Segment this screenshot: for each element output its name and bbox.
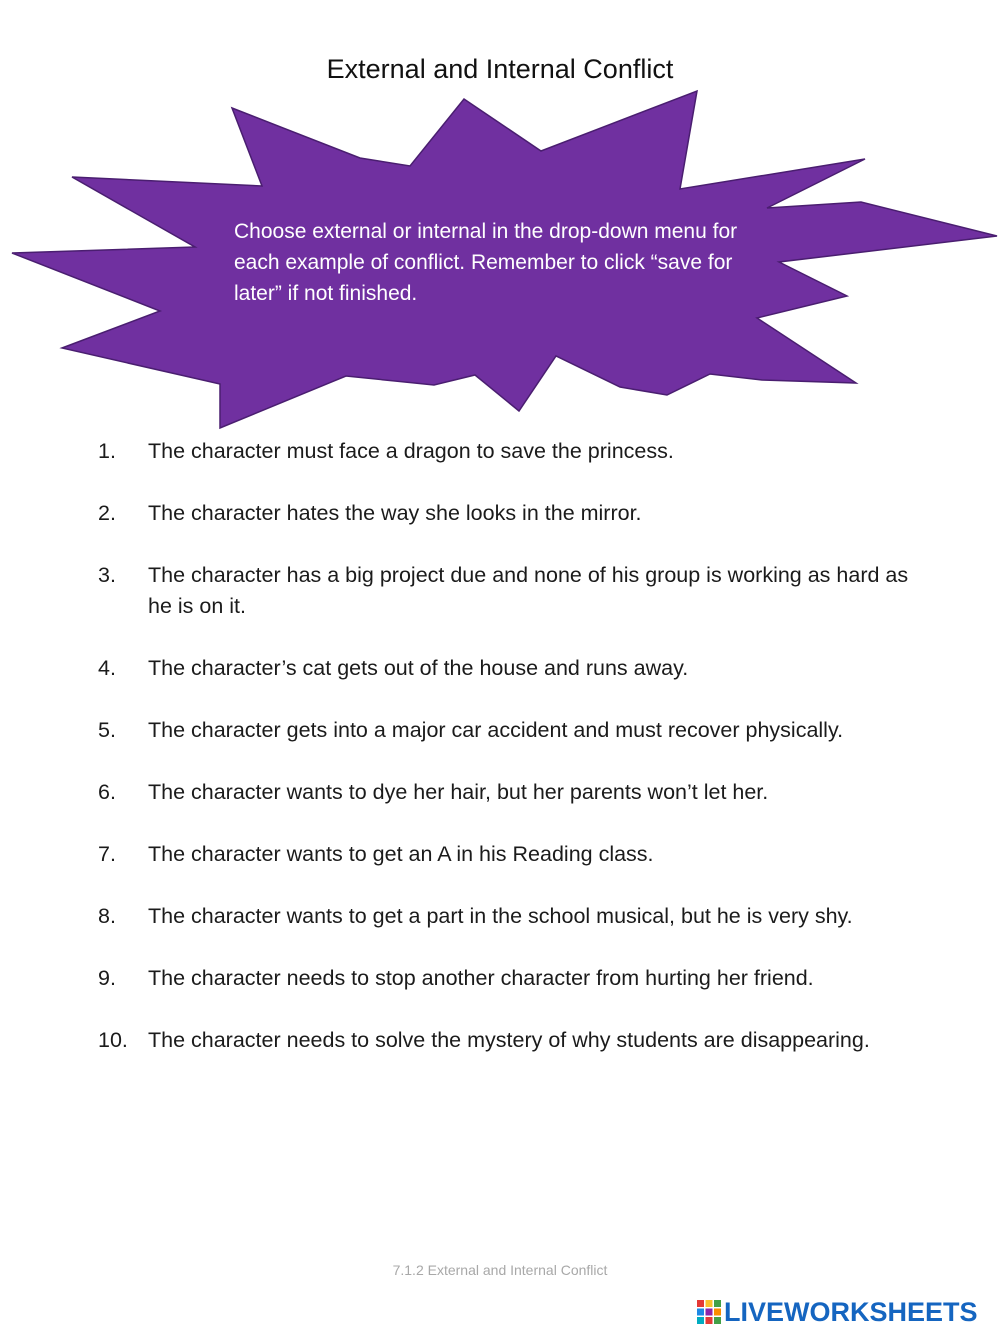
instructions-text: Choose external or internal in the drop-down menu for each example of conflict. Remember to click “save for later” if not finished. <box>234 220 738 305</box>
item-number: 4. <box>98 656 116 680</box>
item-number: 6. <box>98 780 116 804</box>
liveworksheets-logo-icon <box>696 1299 722 1325</box>
item-text: The character wants to get a part in the school musical, but he is very shy. <box>148 904 853 928</box>
item-number: 10. <box>98 1028 128 1052</box>
page-footer: 7.1.2 External and Internal Conflict <box>392 1262 608 1278</box>
item-number: 9. <box>98 966 116 990</box>
list-item <box>98 653 918 684</box>
list-item <box>98 715 918 746</box>
item-text: The character needs to solve the mystery of why students are disappearing. <box>148 1028 870 1052</box>
item-text: The character has a big project due and none of his group is working as hard as he is on it. <box>148 563 909 618</box>
list-item <box>98 839 918 870</box>
item-text: The character needs to stop another character from hurting her friend. <box>148 966 814 990</box>
list-item <box>98 963 918 994</box>
item-number: 1. <box>98 439 116 463</box>
item-text: The character hates the way she looks in the mirror. <box>148 501 642 525</box>
item-number: 3. <box>98 563 116 587</box>
list-item <box>98 498 918 529</box>
item-number: 2. <box>98 501 116 525</box>
list-item <box>98 560 918 622</box>
item-text: The character gets into a major car accident and must recover physically. <box>148 718 844 742</box>
brand-name: LIVEWORKSHEETS <box>724 1296 978 1327</box>
liveworksheets-branding[interactable] <box>696 1296 978 1328</box>
page-title: External and Internal Conflict <box>326 54 674 84</box>
item-text: The character wants to dye her hair, but her parents won’t let her. <box>148 780 769 804</box>
list-item <box>98 777 918 808</box>
conflict-list <box>98 436 918 1087</box>
item-number: 8. <box>98 904 116 928</box>
item-number: 5. <box>98 718 116 742</box>
item-number: 7. <box>98 842 116 866</box>
item-text: The character’s cat gets out of the house and runs away. <box>148 656 689 680</box>
list-item <box>98 1025 918 1056</box>
item-text: The character wants to get an A in his Reading class. <box>148 842 654 866</box>
list-item <box>98 436 918 467</box>
item-text: The character must face a dragon to save the princess. <box>148 439 674 463</box>
list-item <box>98 901 918 932</box>
